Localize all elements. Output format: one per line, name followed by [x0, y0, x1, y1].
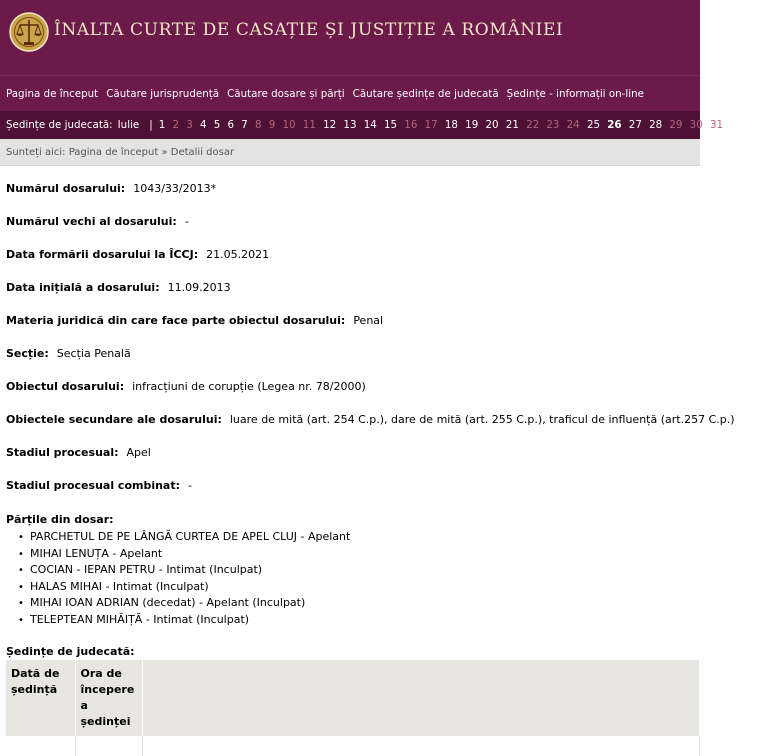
calendar-day-8: 8 [255, 119, 262, 131]
calendar-day-27[interactable]: 27 [628, 119, 642, 131]
calendar-day-30: 30 [689, 119, 703, 131]
field-label: Stadiul procesual: [6, 446, 119, 459]
hearings-title: Ședințe de judecată: [6, 645, 135, 658]
field-value: - [188, 479, 192, 492]
field-label: Numărul dosarului: [6, 182, 126, 195]
calendar-day-13[interactable]: 13 [343, 119, 357, 131]
field-old-case-number [6, 215, 189, 228]
field-legal-matter [6, 314, 383, 327]
field-section [6, 347, 131, 360]
calendar-day-7[interactable]: 7 [241, 119, 248, 131]
field-value: Apel [126, 446, 151, 459]
calendar-day-4[interactable]: 4 [200, 119, 207, 131]
hearing-calendar-bar [0, 111, 767, 139]
breadcrumb-current: Detalii dosar [170, 146, 235, 158]
field-label: Stadiul procesual combinat: [6, 479, 181, 492]
calendar-day-1[interactable]: 1 [158, 119, 166, 131]
field-label: Materia juridică din care face parte obiectul dosarului: [6, 314, 346, 327]
calendar-day-29: 29 [669, 119, 683, 131]
list-item: • PARCHETUL DE PE LÂNGĂ CURTEA DE APEL CLUJ - Apelant [18, 529, 350, 546]
field-procedural-stage [6, 446, 151, 459]
calendar-day-25[interactable]: 25 [586, 119, 601, 131]
table-cell [6, 736, 75, 756]
nav-home[interactable]: Pagina de început [6, 87, 99, 100]
calendar-day-9: 9 [268, 119, 276, 131]
parties-list [18, 529, 350, 628]
field-value: 1043/33/2013* [133, 182, 217, 195]
calendar-day-19[interactable]: 19 [465, 119, 479, 131]
nav-hearing-search[interactable]: Căutare ședințe de judecată [352, 87, 499, 100]
calendar-day-26[interactable]: 26 [607, 119, 622, 131]
field-combined-stage [6, 479, 192, 492]
field-value: Penal [353, 314, 384, 327]
calendar-day-6[interactable]: 6 [227, 119, 235, 131]
calendar-day-11: 11 [302, 119, 316, 131]
field-value: luare de mită (art. 254 C.p.), dare de mită (art. 255 C.p.), traficul de influență (art.257 C.p.) [229, 413, 735, 426]
field-value: 11.09.2013 [167, 281, 231, 294]
calendar-day-3: 3 [186, 119, 193, 131]
calendar-days [159, 119, 731, 131]
hearings-table [6, 660, 700, 756]
breadcrumb-arrow: » [161, 146, 168, 158]
col-empty [142, 660, 700, 736]
field-case-object [6, 380, 366, 393]
site-title: ÎNALTA CURTE DE CASAȚIE ȘI JUSTIȚIE A ROMÂNIEI [54, 20, 564, 40]
list-item: • COCIAN - IEPAN PETRU - Intimat (Inculpat) [18, 562, 350, 579]
calendar-month[interactable]: Iulie [117, 119, 140, 131]
field-value: - [184, 215, 189, 228]
calendar-day-23: 23 [546, 119, 560, 131]
calendar-label: Ședințe de judecată: [6, 119, 113, 131]
list-item: • HALAS MIHAI - Intimat (Inculpat) [18, 579, 350, 596]
calendar-day-10: 10 [282, 119, 296, 131]
nav-hearings-online[interactable]: Ședințe - informații on-line [506, 87, 644, 100]
breadcrumb-prefix: Sunteți aici: [6, 146, 66, 158]
field-label: Secție: [6, 347, 49, 360]
calendar-day-18[interactable]: 18 [444, 119, 458, 131]
calendar-day-31: 31 [709, 119, 724, 131]
field-value: 21.05.2021 [206, 248, 270, 261]
field-label: Data formării dosarului la ÎCCJ: [6, 248, 199, 261]
field-value: infracțiuni de corupție (Legea nr. 78/2000) [132, 380, 366, 393]
col-start-time: Ora de începere a ședinței [75, 660, 142, 736]
field-initial-date [6, 281, 231, 294]
breadcrumb-home-link[interactable]: Pagina de început [68, 146, 159, 158]
breadcrumb [0, 139, 700, 166]
table-header-row [6, 660, 700, 736]
calendar-year[interactable]: | 2022 [734, 119, 767, 131]
list-item: • MIHAI IOAN ADRIAN (decedat) - Apelant (Inculpat) [18, 595, 350, 612]
calendar-day-15[interactable]: 15 [383, 119, 398, 131]
list-item: • TELEPTEAN MIHĂIȚĂ - Intimat (Inculpat) [18, 612, 350, 629]
table-row [6, 736, 700, 756]
field-label: Obiectele secundare ale dosarului: [6, 413, 222, 426]
calendar-day-2: 2 [172, 119, 180, 131]
field-value: Secția Penală [56, 347, 131, 360]
list-item: • MIHAI LENUȚA - Apelant [18, 546, 350, 563]
col-hearing-date: Dată de ședință [6, 660, 75, 736]
table-cell [75, 736, 142, 756]
field-secondary-objects [6, 413, 735, 426]
calendar-day-21[interactable]: 21 [505, 119, 519, 131]
calendar-day-14[interactable]: 14 [363, 119, 377, 131]
calendar-day-12[interactable]: 12 [323, 119, 337, 131]
calendar-day-20[interactable]: 20 [485, 119, 499, 131]
calendar-day-28[interactable]: 28 [649, 119, 663, 131]
field-formation-date [6, 248, 269, 261]
field-label: Obiectul dosarului: [6, 380, 125, 393]
calendar-day-17: 17 [424, 119, 438, 131]
field-label: Data inițială a dosarului: [6, 281, 160, 294]
site-header [0, 0, 700, 75]
calendar-day-24: 24 [566, 119, 580, 131]
table-cell [142, 736, 700, 756]
nav-case-search[interactable]: Căutare dosare și părți [227, 87, 345, 100]
calendar-separator: | [149, 119, 153, 131]
field-label: Numărul vechi al dosarului: [6, 215, 177, 228]
calendar-day-22: 22 [526, 119, 540, 131]
calendar-day-5[interactable]: 5 [213, 119, 221, 131]
calendar-day-16: 16 [404, 119, 418, 131]
court-emblem-icon[interactable] [9, 10, 49, 54]
field-case-number [6, 182, 216, 195]
main-nav [0, 75, 700, 111]
nav-jurisprudence-search[interactable]: Căutare jurisprudență [106, 87, 220, 100]
parties-title: Părțile din dosar: [6, 513, 114, 526]
